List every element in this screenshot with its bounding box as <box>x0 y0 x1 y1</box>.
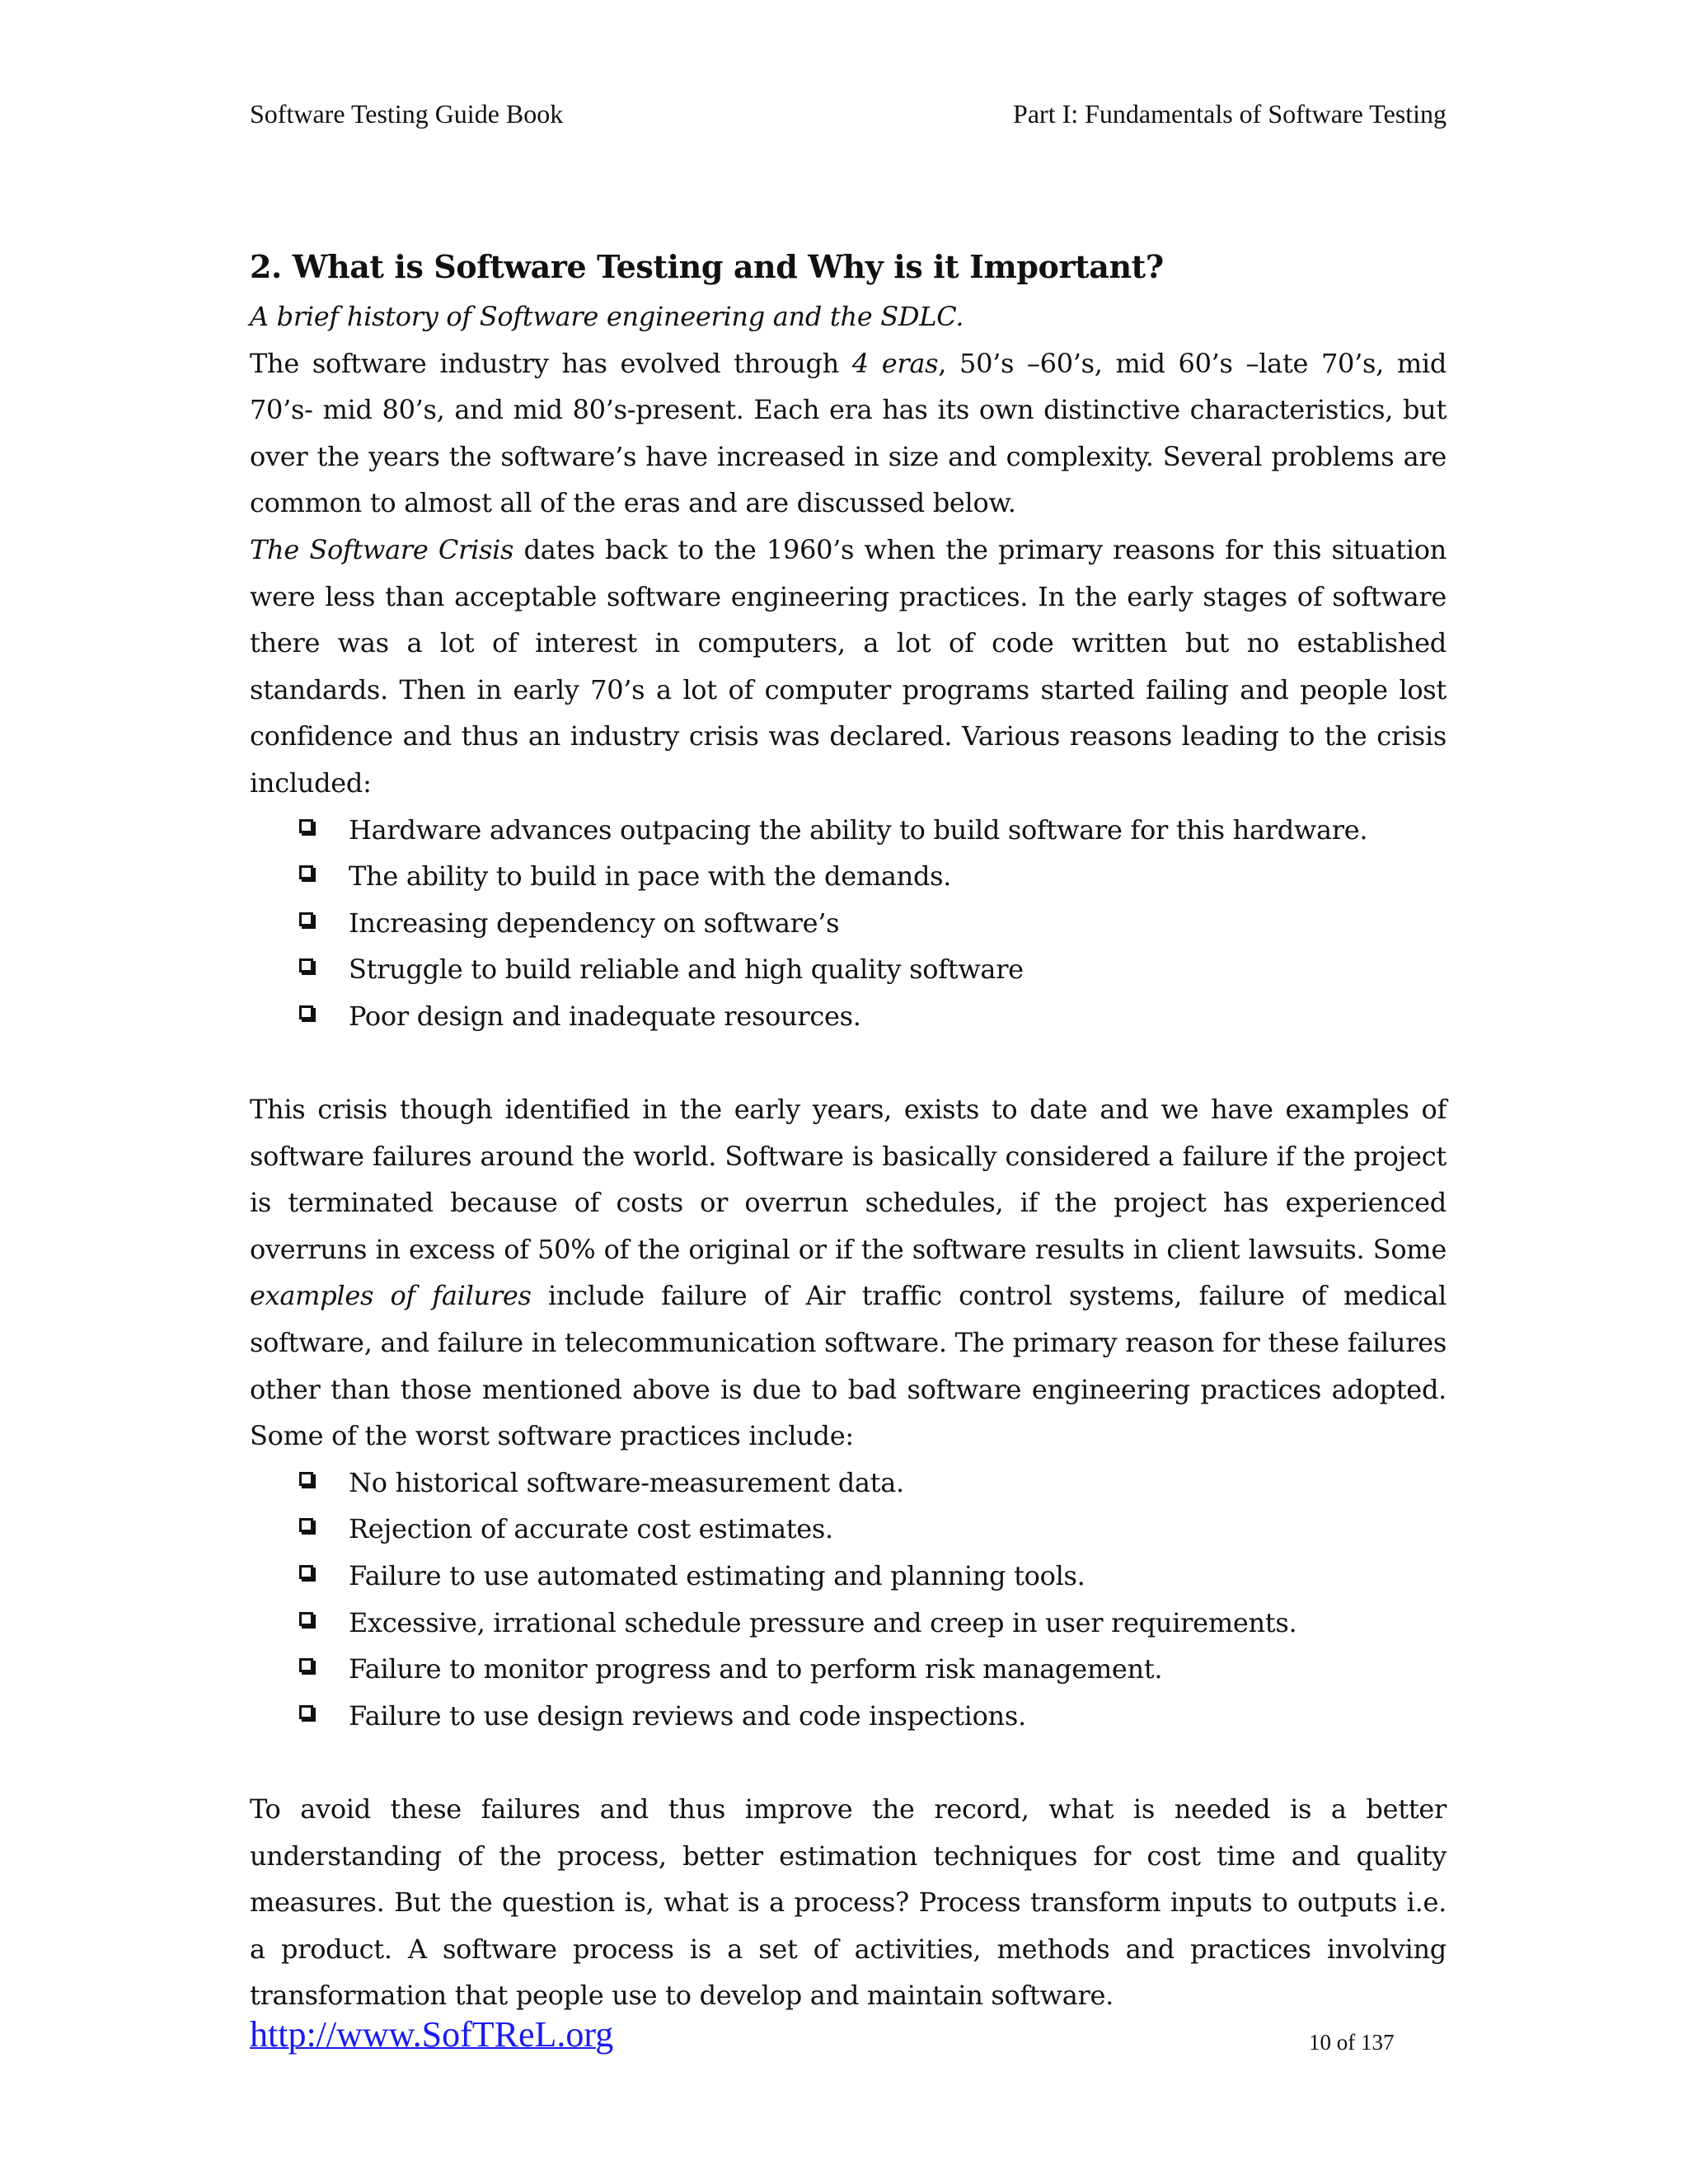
checkbox-bullet-icon <box>299 865 313 879</box>
paragraph-software-crisis <box>250 527 1447 807</box>
paragraph-process: To avoid these failures and thus improve the record, what is needed is a better understanding of the process, better estimation techniques for cost time and quality measures. But the question is, what is a process? Process transform inputs to outputs i.e. a product. A software process is a set of activities, methods and practices involving transformation that people use to develop and maintain software. <box>250 1793 1447 2012</box>
list-item-text: Failure to use automated estimating and planning tools. <box>349 1560 1085 1592</box>
list-item-text: Increasing dependency on software’s <box>349 907 840 939</box>
list-item <box>299 993 1447 1040</box>
list-item-text: The ability to build in pace with the demands. <box>349 860 952 893</box>
paragraph-eras <box>250 340 1447 527</box>
checkbox-bullet-icon <box>299 1005 313 1019</box>
paragraph-failures-text-a: This crisis though identified in the early years, exists to date and we have examples of software failures around the world. Software is basically considered a failure if the project is terminated because of costs or overrun schedules, if the project has experienced overruns in excess of 50% of the original or if the software results in client lawsuits. Some <box>250 1094 1447 1265</box>
list-item-text: Failure to use design reviews and code inspections. <box>349 1699 1026 1732</box>
list-item <box>299 900 1447 947</box>
checkbox-bullet-icon <box>299 1518 313 1532</box>
checkbox-bullet-icon <box>299 1565 313 1579</box>
checkbox-bullet-icon <box>299 819 313 833</box>
list-item-text: Struggle to build reliable and high quality software <box>349 954 1024 986</box>
list-item <box>299 853 1447 900</box>
worst-practices-list <box>250 1460 1447 1740</box>
paragraph-eras-emphasis: 4 eras <box>851 347 939 379</box>
page-number: 10 of 137 <box>1309 2030 1395 2055</box>
paragraph-spacer <box>250 1739 1447 1786</box>
paragraph-eras-text-a: The software industry has evolved through <box>250 347 852 379</box>
list-item <box>299 946 1447 993</box>
crisis-reasons-list <box>250 807 1447 1040</box>
checkbox-bullet-icon <box>299 1658 313 1672</box>
checkbox-bullet-icon <box>299 912 313 926</box>
page-body <box>250 244 1447 2019</box>
list-item-text: Hardware advances outpacing the ability to build software for this hardware. <box>349 813 1368 846</box>
list-item-text: Rejection of accurate cost estimates. <box>349 1513 833 1545</box>
list-item-text: Excessive, irrational schedule pressure and creep in user requirements. <box>349 1606 1297 1638</box>
running-header <box>250 97 1447 130</box>
list-item <box>299 1553 1447 1600</box>
paragraph-failures-text-b: include failure of Air traffic control systems, failure of medical software, and failure in telecommunication software. The primary reason for these failures other than those mentioned above is due to bad software engineering practices adopted. Some of the worst software practices include: <box>250 1280 1447 1452</box>
section-subtitle: A brief history of Software engineering and the SDLC. <box>250 301 964 332</box>
paragraph-failures <box>250 1086 1447 1460</box>
list-item <box>299 807 1447 854</box>
software-crisis-text: dates back to the 1960’s when the primary reasons for this situation were less than acceptable software engineering practices. In the early stages of software there was a lot of interest in computers, a lot of code written but no established standards. Then in early 70’s a lot of computer programs started failing and people lost confidence and thus an industry crisis was declared. Various reasons leading to the crisis included: <box>250 533 1447 799</box>
checkbox-bullet-icon <box>299 1705 313 1719</box>
header-part-title: Part I: Fundamentals of Software Testing <box>1013 99 1447 129</box>
section-title: 2. What is Software Testing and Why is it Important? <box>250 248 1164 285</box>
software-crisis-emphasis: The Software Crisis <box>250 533 514 565</box>
list-item-text: Poor design and inadequate resources. <box>349 1000 861 1032</box>
list-item <box>299 1600 1447 1647</box>
header-book-title: Software Testing Guide Book <box>250 99 564 129</box>
checkbox-bullet-icon <box>299 1472 313 1486</box>
list-item <box>299 1646 1447 1693</box>
examples-of-failures-emphasis: examples of failures <box>250 1280 532 1312</box>
checkbox-bullet-icon <box>299 1612 313 1626</box>
list-item-text: No historical software-measurement data. <box>349 1466 904 1498</box>
list-item <box>299 1506 1447 1553</box>
checkbox-bullet-icon <box>299 958 313 972</box>
list-item <box>299 1460 1447 1507</box>
paragraph-eras-text-b: , 50’s –60’s, mid 60’s –late 70’s, mid 70’s- mid 80’s, and mid 80’s-present. Each era has its own distinctive characteristics, but over the years the software’s have increased in size and complexity. Several problems are common to almost all of the eras and are discussed below. <box>250 347 1447 519</box>
list-item <box>299 1693 1447 1740</box>
paragraph-spacer <box>250 1040 1447 1087</box>
list-item-text: Failure to monitor progress and to perform risk management. <box>349 1653 1163 1685</box>
softrel-website-link[interactable]: http://www.SofTReL.org <box>250 2014 614 2055</box>
